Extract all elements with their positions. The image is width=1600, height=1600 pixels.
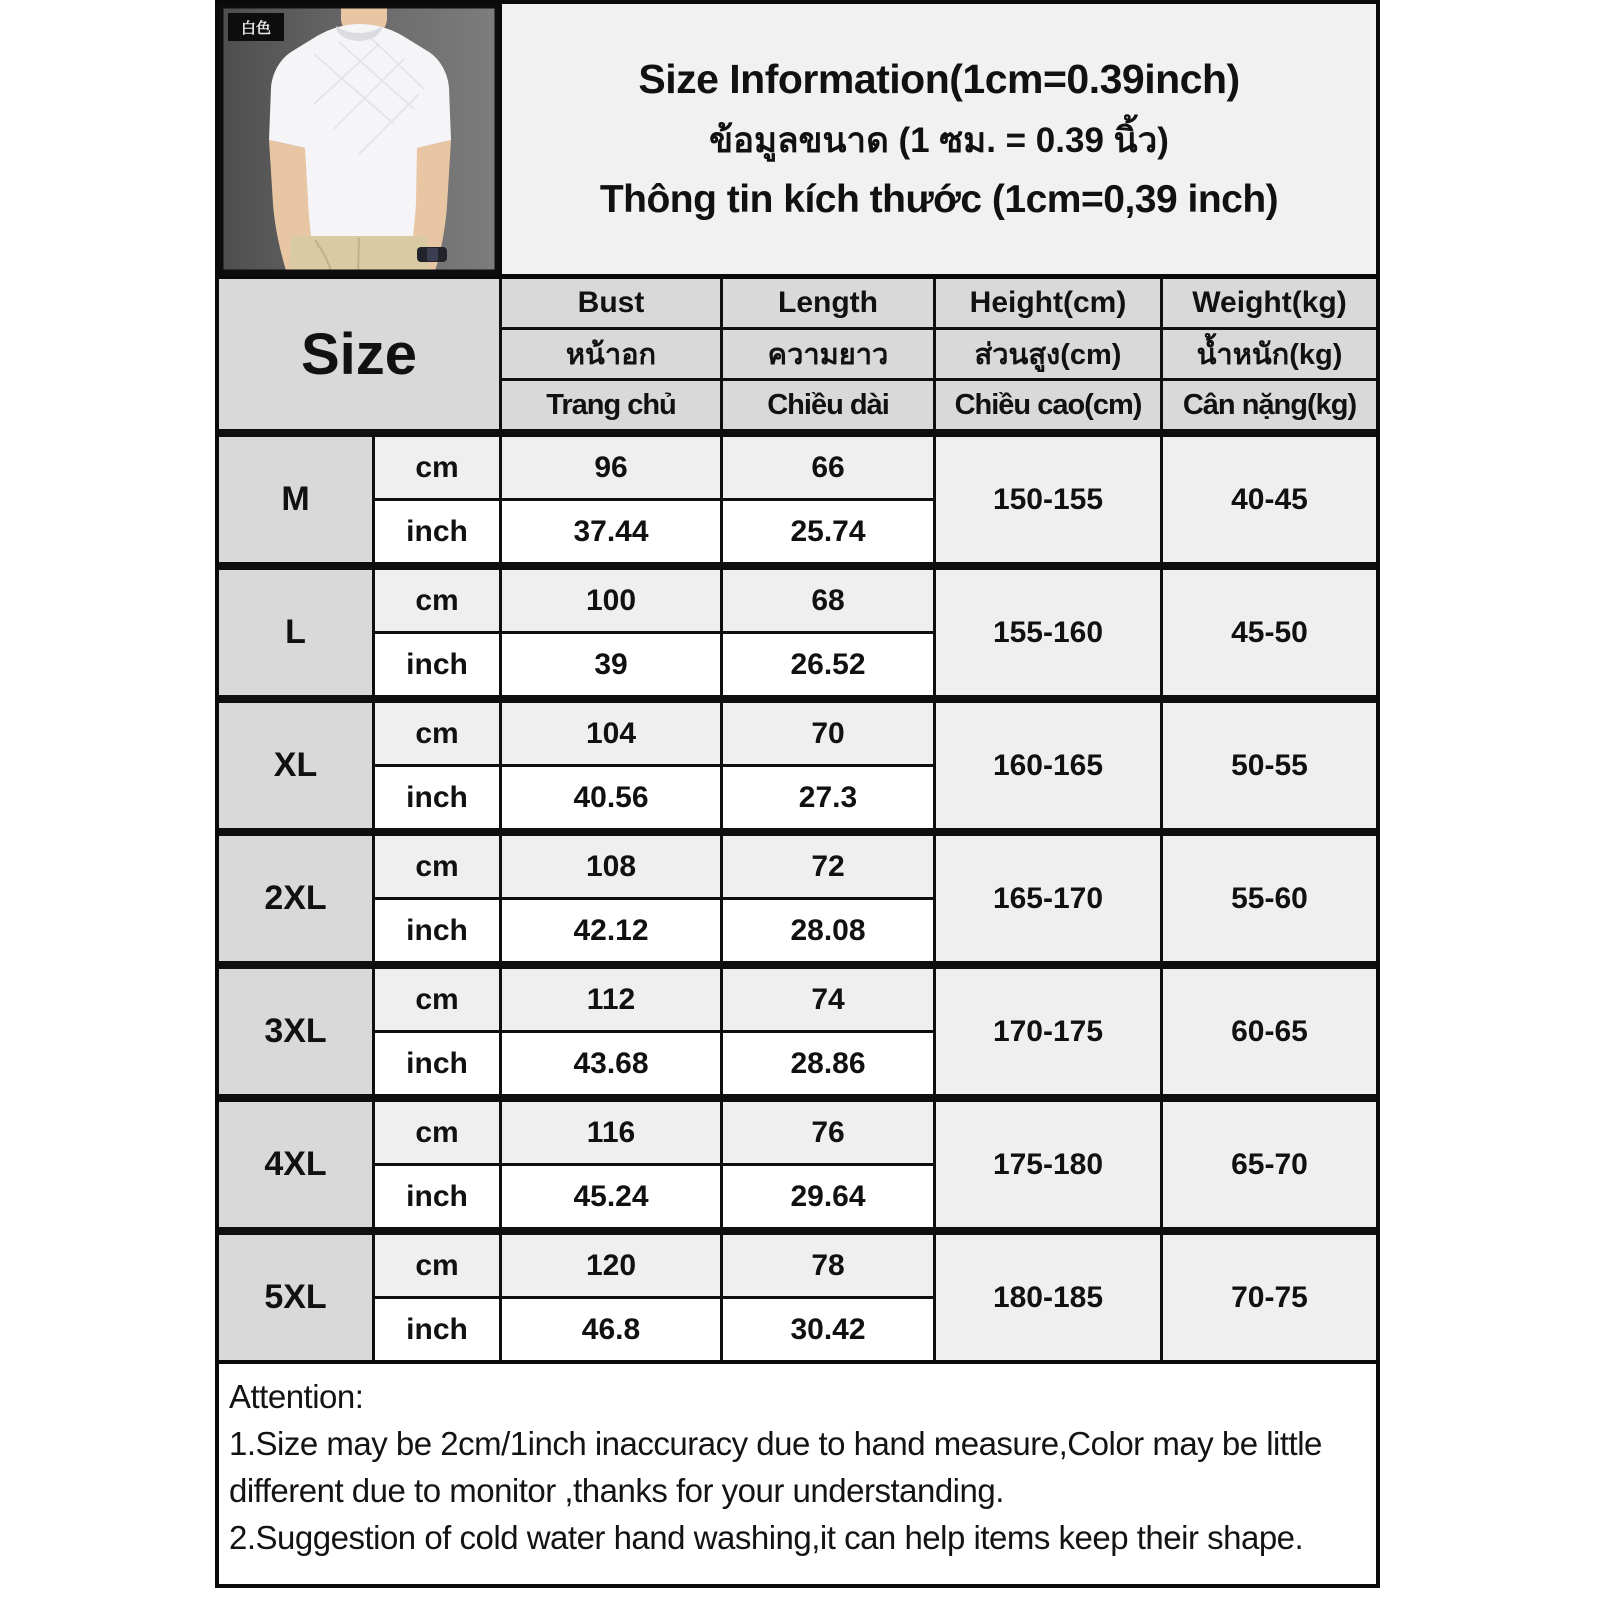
row-m-length-inch: 25.74 (723, 501, 933, 562)
row-xl-unit-inch: inch (375, 767, 499, 828)
row-5xl-length-inch: 30.42 (723, 1299, 933, 1360)
row-2xl-length-inch: 28.08 (723, 900, 933, 961)
size-table (219, 279, 1376, 1360)
header-height-th: ส่วนสูง(cm) (936, 330, 1160, 378)
row-3xl-bust-cm: 112 (502, 969, 720, 1030)
title-thai: ข้อมูลขนาด (1 ซม. = 0.39 นิ้ว) (709, 121, 1169, 160)
row-2xl-size: 2XL (219, 836, 372, 961)
header-weight-th: น้ำหนัก(kg) (1163, 330, 1376, 378)
row-m-weight: 40-45 (1163, 437, 1376, 562)
row-5xl-bust-cm: 120 (502, 1235, 720, 1296)
attention-note-2: 2.Suggestion of cold water hand washing,it can help items keep their shape. (229, 1518, 1304, 1556)
row-l-height: 155-160 (936, 570, 1160, 695)
row-m-unit-inch: inch (375, 501, 499, 562)
row-5xl-bust-inch: 46.8 (502, 1299, 720, 1360)
row-5xl-unit-cm: cm (375, 1235, 499, 1296)
row-2xl-weight: 55-60 (1163, 836, 1376, 961)
row-m-bust-inch: 37.44 (502, 501, 720, 562)
header-length-vi: Chiều dài (723, 381, 933, 429)
row-4xl-unit-inch: inch (375, 1166, 499, 1227)
header-size: Size (219, 279, 499, 429)
row-5xl-size: 5XL (219, 1235, 372, 1360)
header-bust-en: Bust (502, 279, 720, 327)
top-section (219, 4, 1376, 279)
row-4xl-bust-cm: 116 (502, 1102, 720, 1163)
header-length-en: Length (723, 279, 933, 327)
row-4xl-length-inch: 29.64 (723, 1166, 933, 1227)
row-3xl-size: 3XL (219, 969, 372, 1094)
row-l-unit-inch: inch (375, 634, 499, 695)
row-5xl-weight: 70-75 (1163, 1235, 1376, 1360)
header-bust-th: หน้าอก (502, 330, 720, 378)
row-5xl-unit-inch: inch (375, 1299, 499, 1360)
row-xl-bust-inch: 40.56 (502, 767, 720, 828)
row-xl-length-cm: 70 (723, 703, 933, 764)
row-m-bust-cm: 96 (502, 437, 720, 498)
row-xl-bust-cm: 104 (502, 703, 720, 764)
row-4xl-length-cm: 76 (723, 1102, 933, 1163)
row-l-size: L (219, 570, 372, 695)
size-chart-sheet (215, 0, 1380, 1588)
row-3xl-height: 170-175 (936, 969, 1160, 1094)
header-length-th: ความยาว (723, 330, 933, 378)
header-weight-vi: Cân nặng(kg) (1163, 381, 1376, 429)
row-l-length-inch: 26.52 (723, 634, 933, 695)
product-photo (219, 4, 502, 274)
title-vietnamese: Thông tin kích thước (1cm=0,39 inch) (599, 178, 1279, 221)
title-english: Size Information(1cm=0.39inch) (638, 56, 1240, 102)
row-m-size: M (219, 437, 372, 562)
row-xl-length-inch: 27.3 (723, 767, 933, 828)
row-3xl-length-inch: 28.86 (723, 1033, 933, 1094)
row-2xl-unit-inch: inch (375, 900, 499, 961)
row-xl-height: 160-165 (936, 703, 1160, 828)
row-4xl-size: 4XL (219, 1102, 372, 1227)
header-height-vi: Chiều cao(cm) (936, 381, 1160, 429)
row-3xl-weight: 60-65 (1163, 969, 1376, 1094)
row-l-bust-cm: 100 (502, 570, 720, 631)
row-m-length-cm: 66 (723, 437, 933, 498)
header-weight-en: Weight(kg) (1163, 279, 1376, 327)
row-2xl-height: 165-170 (936, 836, 1160, 961)
row-4xl-weight: 65-70 (1163, 1102, 1376, 1227)
row-5xl-height: 180-185 (936, 1235, 1160, 1360)
row-l-bust-inch: 39 (502, 634, 720, 695)
row-3xl-bust-inch: 43.68 (502, 1033, 720, 1094)
row-2xl-bust-cm: 108 (502, 836, 720, 897)
size-information-title (502, 4, 1376, 274)
row-3xl-length-cm: 74 (723, 969, 933, 1030)
row-4xl-unit-cm: cm (375, 1102, 499, 1163)
row-m-unit-cm: cm (375, 437, 499, 498)
attention-heading: Attention: (229, 1378, 364, 1415)
row-xl-size: XL (219, 703, 372, 828)
row-l-length-cm: 68 (723, 570, 933, 631)
header-height-en: Height(cm) (936, 279, 1160, 327)
row-xl-weight: 50-55 (1163, 703, 1376, 828)
row-2xl-length-cm: 72 (723, 836, 933, 897)
attention-note-1: 1.Size may be 2cm/1inch inaccuracy due to hand measure,Color may be little different due to monitor ,thanks for your understanding. (229, 1424, 1322, 1509)
header-bust-vi: Trang chủ (502, 381, 720, 429)
color-label-text: 白色 (240, 20, 272, 37)
row-m-height: 150-155 (936, 437, 1160, 562)
row-3xl-unit-cm: cm (375, 969, 499, 1030)
model-photo-illustration (219, 4, 499, 274)
row-2xl-unit-cm: cm (375, 836, 499, 897)
row-3xl-unit-inch: inch (375, 1033, 499, 1094)
row-4xl-height: 175-180 (936, 1102, 1160, 1227)
row-l-weight: 45-50 (1163, 570, 1376, 695)
row-xl-unit-cm: cm (375, 703, 499, 764)
row-4xl-bust-inch: 45.24 (502, 1166, 720, 1227)
row-5xl-length-cm: 78 (723, 1235, 933, 1296)
row-2xl-bust-inch: 42.12 (502, 900, 720, 961)
attention-notes (219, 1360, 1376, 1570)
row-l-unit-cm: cm (375, 570, 499, 631)
